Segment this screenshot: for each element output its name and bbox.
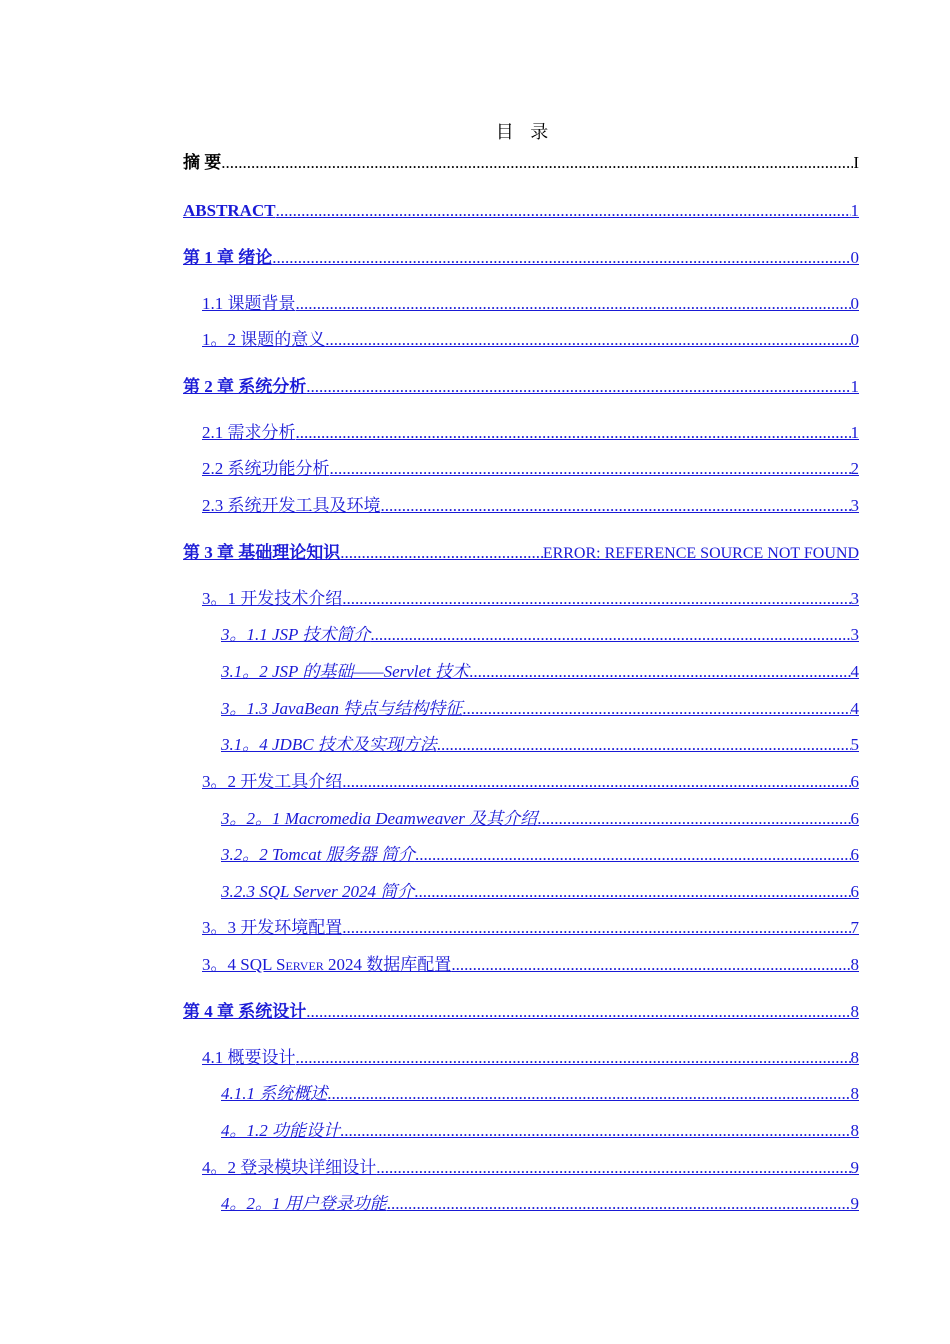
toc-page-number: 5 xyxy=(850,735,859,754)
toc-page-number: 8 xyxy=(850,1048,859,1067)
toc-entry-label: 4。2 登录模块详细设计 xyxy=(202,1158,377,1177)
toc-page-number: 1 xyxy=(850,377,859,396)
toc-entry-label: 1.1 课题背景 xyxy=(202,294,296,313)
toc-entry-4-1-1[interactable] xyxy=(221,1081,859,1107)
toc-dot-leader xyxy=(437,732,851,758)
toc-page-number: 7 xyxy=(850,918,859,937)
toc-page-number: 3 xyxy=(850,625,859,644)
toc-dot-leader xyxy=(327,1081,850,1107)
toc-entry-abstract-cn[interactable] xyxy=(183,150,859,176)
toc-dot-leader xyxy=(415,842,851,868)
toc-entry-label: 3.1。2 JSP 的基础——Servlet 技术 xyxy=(221,662,470,681)
toc-entry-label: 3.2.3 SQL Server 2024 简介 xyxy=(221,882,415,901)
toc-entry-3-2-3[interactable] xyxy=(221,879,859,905)
toc-entry-3-3[interactable] xyxy=(202,915,859,941)
toc-page-number: 9 xyxy=(850,1194,859,1213)
toc-entry-label: 4。2。1 用户登录功能 xyxy=(221,1194,387,1213)
toc-entry-3-2-1[interactable] xyxy=(221,806,859,832)
toc-dot-leader xyxy=(221,150,853,176)
toc-entry-3-1-1[interactable] xyxy=(221,622,859,648)
toc-page-number: 6 xyxy=(850,882,859,901)
toc-entry-label: 3。2 开发工具介绍 xyxy=(202,772,343,791)
toc-page-number: 8 xyxy=(850,1002,859,1021)
toc-page-number: 3 xyxy=(850,496,859,515)
toc-page-number: ERROR: REFERENCE SOURCE NOT FOUND xyxy=(542,545,859,562)
toc-entry-3-2[interactable] xyxy=(202,769,859,795)
toc-entry-label: 3.1。4 JDBC 技术及实现方法 xyxy=(221,735,437,754)
toc-dot-leader xyxy=(451,952,850,978)
toc-entry-label: 3。1.1 JSP 技术简介 xyxy=(221,625,371,644)
toc-dot-leader xyxy=(370,622,850,648)
toc-entry-label: 第 3 章 基础理论知识 xyxy=(183,543,341,562)
toc-dot-leader xyxy=(340,1118,851,1144)
toc-dot-leader xyxy=(462,696,850,722)
toc-dot-leader xyxy=(414,879,850,905)
toc-page-number: 8 xyxy=(850,1121,859,1140)
toc-entry-4-2-1[interactable] xyxy=(221,1191,859,1217)
toc-page-number: 0 xyxy=(850,294,859,313)
toc-dot-leader xyxy=(276,198,851,224)
toc-page-number: 0 xyxy=(850,248,859,267)
toc-entry-label: 3。3 开发环境配置 xyxy=(202,918,343,937)
toc-entry-2-1[interactable] xyxy=(202,420,859,446)
toc-entry-label: 3.2。2 Tomcat 服务器 简介 xyxy=(221,845,415,864)
toc-page-number: 6 xyxy=(850,809,859,828)
toc-entry-3-1-2[interactable] xyxy=(221,659,859,685)
toc-entry-2-3[interactable] xyxy=(202,493,859,519)
toc-entry-3-1-3[interactable] xyxy=(221,696,859,722)
toc-dot-leader xyxy=(342,586,850,612)
toc-entry-label: 3。4 SQL Server 2024 数据库配置 xyxy=(202,955,452,974)
toc-entry-3-1[interactable] xyxy=(202,586,859,612)
toc-entry-4-1-2[interactable] xyxy=(221,1118,859,1144)
toc-title: 目 录 xyxy=(495,122,555,142)
toc-dot-leader xyxy=(330,456,851,482)
toc-entry-label: 3。1.3 JavaBean 特点与结构特征 xyxy=(221,699,463,718)
toc-entry-3-2-2[interactable] xyxy=(221,842,859,868)
toc-page-number: 1 xyxy=(850,423,859,442)
toc-dot-leader xyxy=(342,769,850,795)
toc-entry-label: 1。2 课题的意义 xyxy=(202,330,326,349)
toc-entry-label: 4。1.2 功能设计 xyxy=(221,1121,340,1140)
toc-entry-label: 第 2 章 系统分析 xyxy=(183,377,307,396)
toc-entry-label: 3。2。1 Macromedia Deamweaver 及其介绍 xyxy=(221,809,538,828)
toc-page-number: 8 xyxy=(850,955,859,974)
toc-entry-label: 2.2 系统功能分析 xyxy=(202,459,330,478)
toc-dot-leader xyxy=(537,806,850,832)
toc-dot-leader xyxy=(272,245,850,271)
toc-page-number: 6 xyxy=(850,845,859,864)
toc-page-number: 6 xyxy=(850,772,859,791)
toc-page-number: 8 xyxy=(850,1084,859,1103)
toc-page-number: 2 xyxy=(850,459,859,478)
toc-dot-leader xyxy=(325,327,850,353)
toc-dot-leader xyxy=(296,420,851,446)
toc-entry-label: 2.1 需求分析 xyxy=(202,423,296,442)
toc-page-number: 4 xyxy=(850,662,859,681)
toc-dot-leader xyxy=(340,540,543,566)
toc-entry-chapter-2[interactable] xyxy=(183,374,859,400)
toc-entry-chapter-1[interactable] xyxy=(183,245,859,271)
toc-entry-label: 4.1 概要设计 xyxy=(202,1048,296,1067)
toc-entry-4-1[interactable] xyxy=(202,1045,859,1071)
toc-page-number: 9 xyxy=(850,1158,859,1177)
toc-entry-chapter-4[interactable] xyxy=(183,999,859,1025)
toc-entry-label: ABSTRACT xyxy=(183,201,276,220)
toc-entry-label: 4.1.1 系统概述 xyxy=(221,1084,328,1103)
toc-dot-leader xyxy=(296,291,851,317)
toc-entry-label: 2.3 系统开发工具及环境 xyxy=(202,496,381,515)
toc-entry-1-2[interactable] xyxy=(202,327,859,353)
toc-entry-label: 第 1 章 绪论 xyxy=(183,248,273,267)
toc-entry-3-4[interactable] xyxy=(202,952,859,978)
toc-dot-leader xyxy=(469,659,850,685)
toc-page-number: 4 xyxy=(850,699,859,718)
toc-entry-2-2[interactable] xyxy=(202,456,859,482)
toc-dot-leader xyxy=(342,915,850,941)
toc-dot-leader xyxy=(296,1045,851,1071)
toc-entry-abstract-en[interactable] xyxy=(183,198,859,224)
toc-dot-leader xyxy=(387,1191,851,1217)
toc-dot-leader xyxy=(376,1155,850,1181)
toc-dot-leader xyxy=(306,999,850,1025)
toc-page-number: I xyxy=(853,153,859,172)
toc-entry-label: 摘 要 xyxy=(183,153,222,172)
toc-page-number: 0 xyxy=(850,330,859,349)
toc-page-number: 1 xyxy=(850,201,859,220)
toc-entry-label: 第 4 章 系统设计 xyxy=(183,1002,307,1021)
toc-entry-chapter-3[interactable] xyxy=(183,540,859,566)
toc-entry-label: 3。1 开发技术介绍 xyxy=(202,589,343,608)
toc-dot-leader xyxy=(306,374,850,400)
toc-page-number: 3 xyxy=(850,589,859,608)
toc-entry-3-1-4[interactable] xyxy=(221,732,859,758)
toc-dot-leader xyxy=(381,493,851,519)
toc-entry-1-1[interactable] xyxy=(202,291,859,317)
toc-entry-4-2[interactable] xyxy=(202,1155,859,1181)
